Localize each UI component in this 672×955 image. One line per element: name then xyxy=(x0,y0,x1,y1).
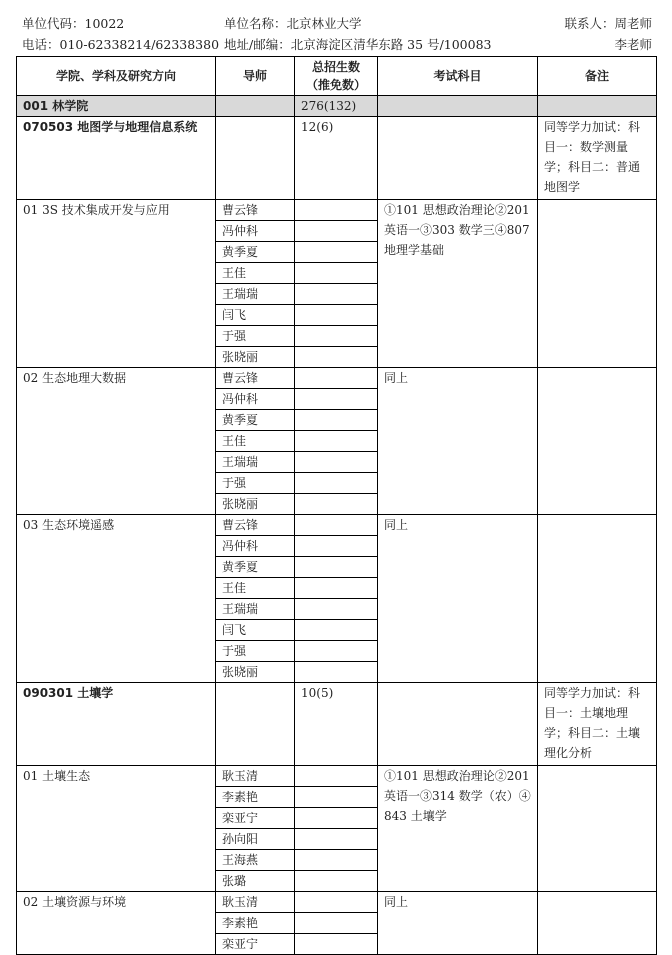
direction-name: 01 3S 技术集成开发与应用 xyxy=(17,200,216,368)
col-header-enrollment-line1: 总招生数 xyxy=(311,60,360,74)
address: 地址/邮编：北京海淀区清华东路 35 号/100083 xyxy=(224,37,492,52)
tutor-cell: 冯仲科 xyxy=(216,389,295,410)
tutor-cell: 王瑞瑞 xyxy=(216,452,295,473)
tutor-cell: 孙向阳 xyxy=(216,829,295,850)
exam-subjects: 同上 xyxy=(378,368,538,515)
tutor-cell: 冯仲科 xyxy=(216,221,295,242)
tutor-cell: 王瑞瑞 xyxy=(216,599,295,620)
tutor-cell: 王海燕 xyxy=(216,850,295,871)
discipline-note: 同等学力加试：科目一：数学测量学；科目二：普通地图学 xyxy=(538,117,657,200)
tutor-cell: 李素艳 xyxy=(216,913,295,934)
discipline-row xyxy=(17,117,657,200)
direction-row xyxy=(17,200,657,221)
direction-row xyxy=(17,766,657,787)
contact-person-2: 李老师 xyxy=(614,37,652,52)
tutor-cell: 王佳 xyxy=(216,263,295,284)
admissions-table xyxy=(16,56,657,955)
discipline-note: 同等学力加试：科目一：土壤地理学；科目二：土壤理化分析 xyxy=(538,683,657,766)
discipline-enroll: 12(6) xyxy=(295,117,378,200)
unit-code: 单位代码：10022 xyxy=(22,16,125,31)
tutor-cell: 栾亚宁 xyxy=(216,934,295,955)
exam-subjects: 同上 xyxy=(378,515,538,683)
tutor-cell: 于强 xyxy=(216,641,295,662)
college-name: 001 林学院 xyxy=(17,96,216,117)
direction-row xyxy=(17,892,657,913)
tutor-cell: 张晓丽 xyxy=(216,494,295,515)
tutor-cell: 李素艳 xyxy=(216,787,295,808)
col-header-enrollment xyxy=(295,57,378,96)
exam-subjects: 同上 xyxy=(378,892,538,955)
tutor-cell: 闫飞 xyxy=(216,305,295,326)
tutor-cell: 黄季夏 xyxy=(216,410,295,431)
tutor-cell: 王瑞瑞 xyxy=(216,284,295,305)
direction-row xyxy=(17,368,657,389)
exam-subjects: ①101 思想政治理论②201 英语一③303 数学三④807 地理学基础 xyxy=(378,200,538,368)
col-header-discipline: 学院、学科及研究方向 xyxy=(17,57,216,96)
tutor-cell: 耿玉清 xyxy=(216,766,295,787)
tutor-cell: 曹云锋 xyxy=(216,515,295,536)
discipline-enroll: 10(5) xyxy=(295,683,378,766)
college-row xyxy=(17,96,657,117)
col-header-exam: 考试科目 xyxy=(378,57,538,96)
direction-name: 03 生态环境遥感 xyxy=(17,515,216,683)
tutor-cell: 张璐 xyxy=(216,871,295,892)
col-header-note: 备注 xyxy=(538,57,657,96)
direction-name: 02 生态地理大数据 xyxy=(17,368,216,515)
tutor-cell: 王佳 xyxy=(216,431,295,452)
unit-name: 单位名称：北京林业大学 xyxy=(224,16,362,31)
direction-row xyxy=(17,515,657,536)
discipline-name: 090301 土壤学 xyxy=(17,683,216,766)
tutor-cell: 张晓丽 xyxy=(216,347,295,368)
tutor-cell: 曹云锋 xyxy=(216,200,295,221)
exam-subjects: ①101 思想政治理论②201 英语一③314 数学（农）④843 土壤学 xyxy=(378,766,538,892)
direction-name: 01 土壤生态 xyxy=(17,766,216,892)
tutor-cell: 栾亚宁 xyxy=(216,808,295,829)
discipline-row xyxy=(17,683,657,766)
tutor-cell: 黄季夏 xyxy=(216,557,295,578)
direction-name: 02 土壤资源与环境 xyxy=(17,892,216,955)
tutor-cell: 张晓丽 xyxy=(216,662,295,683)
tutor-cell: 黄季夏 xyxy=(216,242,295,263)
tutor-cell: 曹云锋 xyxy=(216,368,295,389)
col-header-tutor: 导师 xyxy=(216,57,295,96)
phone: 电话：010-62338214/62338380 xyxy=(22,37,220,52)
tutor-cell: 冯仲科 xyxy=(216,536,295,557)
tutor-cell: 闫飞 xyxy=(216,620,295,641)
college-enroll: 276(132) xyxy=(295,96,378,117)
tutor-cell: 耿玉清 xyxy=(216,892,295,913)
tutor-cell: 王佳 xyxy=(216,578,295,599)
discipline-name: 070503 地图学与地理信息系统 xyxy=(17,117,216,200)
tutor-cell: 于强 xyxy=(216,326,295,347)
col-header-enrollment-line2: （推免数） xyxy=(305,78,366,92)
contact-person: 联系人：周老师 xyxy=(564,16,652,31)
tutor-cell: 于强 xyxy=(216,473,295,494)
